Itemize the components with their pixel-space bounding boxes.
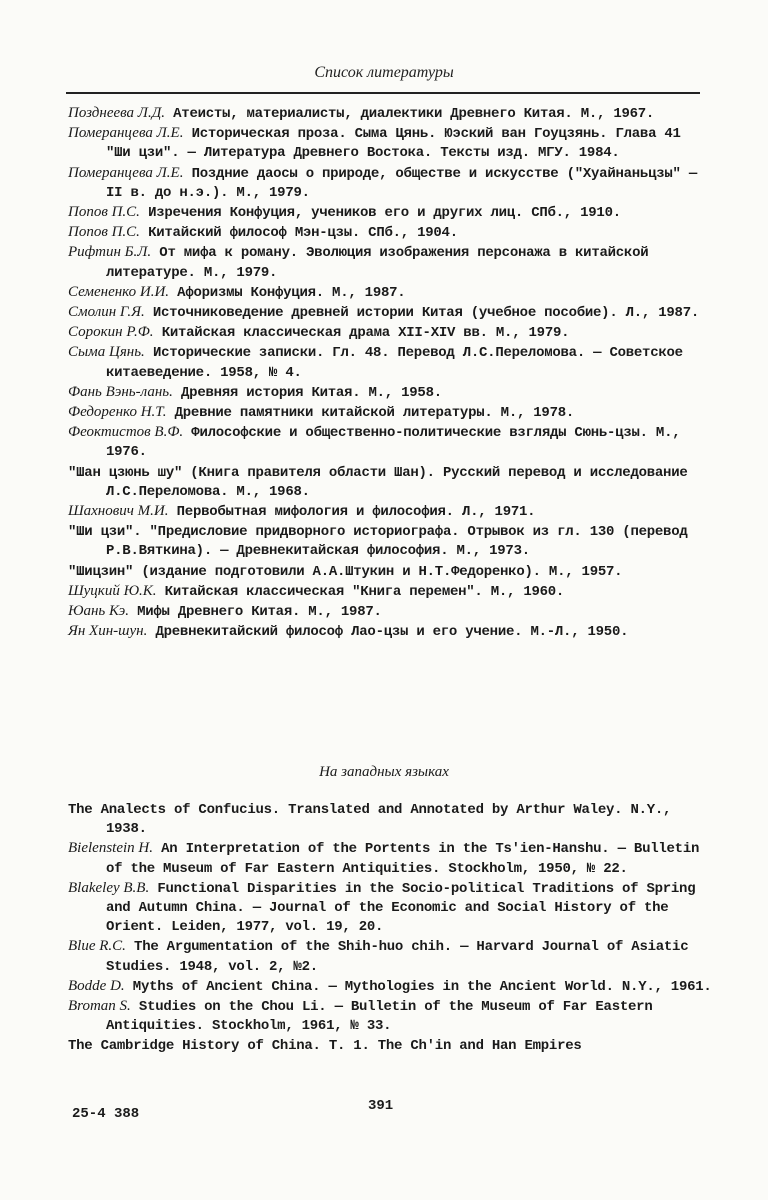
printer-signature: 25-4 388 bbox=[72, 1106, 140, 1122]
reference-entry bbox=[68, 879, 713, 938]
page-number: 391 bbox=[368, 1098, 394, 1114]
reference-entry bbox=[68, 164, 713, 203]
reference-entry bbox=[68, 839, 713, 878]
reference-entry bbox=[68, 937, 713, 976]
reference-entry bbox=[68, 800, 713, 839]
reference-text: Мифы Древнего Китая. М., 1987. bbox=[128, 604, 382, 621]
reference-text: Первобытная мифология и философия. Л., 1971. bbox=[168, 504, 536, 521]
reference-entry bbox=[68, 243, 713, 282]
reference-text: Поздние даосы о природе, обществе и искусстве ("Хуайнаньцзы" — II в. до н.э.). М., 1979. bbox=[106, 165, 697, 201]
reference-author: Bodde D. bbox=[68, 977, 125, 994]
reference-entry bbox=[68, 997, 713, 1036]
reference-text: "Ши цзи". "Предисловие придворного историографа. Отрывок из гл. 130 (перевод Р.В.Вяткина). — Древнекитайская философия. М., 1973. bbox=[68, 524, 688, 560]
reference-text: Древняя история Китая. М., 1958. bbox=[172, 384, 442, 401]
reference-text: Китайский философ Мэн-цзы. СПб., 1904. bbox=[139, 225, 458, 242]
reference-author: Рифтин Б.Л. bbox=[68, 244, 152, 261]
reference-entry bbox=[68, 403, 713, 423]
reference-entry bbox=[68, 423, 713, 462]
reference-author: Ян Хин-шун. bbox=[68, 623, 148, 640]
header-rule bbox=[66, 92, 700, 94]
reference-author: Шуцкий Ю.К. bbox=[68, 582, 157, 599]
reference-author: Семененко И.И. bbox=[68, 283, 170, 300]
reference-text: An Interpretation of the Portents in the Ts'ien-Hanshu. — Bulletin of the Museum of Far Eastern Antiquities. Stockholm, 1950, № 22. bbox=[106, 841, 700, 877]
reference-entry bbox=[68, 602, 713, 622]
reference-author: Попов П.С. bbox=[68, 204, 140, 221]
reference-author: Broman S. bbox=[68, 998, 131, 1015]
reference-text: Древнекитайский философ Лао-цзы и его учение. М.-Л., 1950. bbox=[147, 624, 629, 641]
reference-entry bbox=[68, 383, 713, 403]
reference-entry bbox=[68, 323, 713, 343]
reference-text: The Argumentation of the Shih-huo chih. — Harvard Journal of Asiatic Studies. 1948, vol. 2, №2. bbox=[106, 939, 689, 975]
reference-entry bbox=[68, 124, 713, 163]
reference-text: Афоризмы Конфуция. М., 1987. bbox=[169, 284, 406, 301]
reference-text: "Шицзин" (издание подготовили А.А.Штукин и Н.Т.Федоренко). М., 1957. bbox=[68, 563, 623, 580]
section-title-western: На западных языках bbox=[319, 764, 449, 780]
reference-author: Федоренко Н.Т. bbox=[68, 404, 167, 421]
reference-entry bbox=[68, 522, 713, 561]
reference-author: Позднеева Л.Д. bbox=[68, 105, 165, 121]
reference-entry bbox=[68, 283, 713, 303]
reference-text: Древние памятники китайской литературы. М., 1978. bbox=[166, 405, 575, 422]
reference-text: От мифа к роману. Эволюция изображения персонажа в китайской литературе. М., 1979. bbox=[106, 245, 649, 281]
reference-text: Историческая проза. Сыма Цянь. Юэский ван Гоуцзянь. Глава 41 "Ши цзи". — Литература Древнего Востока. Тексты изд. МГУ. 1984. bbox=[106, 126, 681, 162]
reference-text: Атеисты, материалисты, диалектики Древнего Китая. М., 1967. bbox=[165, 106, 655, 122]
reference-author: Фань Вэнь-лань. bbox=[68, 383, 173, 400]
reference-entry bbox=[68, 203, 713, 223]
reference-author: Сорокин Р.Ф. bbox=[68, 324, 154, 341]
reference-author: Юань Кэ. bbox=[68, 603, 129, 620]
reference-author: Померанцева Л.Е. bbox=[68, 164, 184, 181]
reference-text: Studies on the Chou Li. — Bulletin of the Museum of Far Eastern Antiquities. Stockholm, 1961, № 33. bbox=[106, 999, 653, 1035]
reference-entry bbox=[68, 1036, 713, 1056]
reference-text: "Шан цзюнь шу" (Книга правителя области Шан). Русский перевод и исследование Л.С.Переломова. М., 1968. bbox=[68, 464, 688, 500]
reference-author: Феоктистов В.Ф. bbox=[68, 424, 184, 441]
reference-text: Философские и общественно-политические взгляды Сюнь-цзы. М., 1976. bbox=[106, 425, 681, 461]
reference-text: The Cambridge History of China. T. 1. The Ch'in and Han Empires bbox=[68, 1038, 582, 1055]
reference-entry bbox=[68, 622, 713, 642]
reference-text: Myths of Ancient China. — Mythologies in the Ancient World. N.Y., 1961. bbox=[124, 978, 712, 995]
reference-author: Blakeley B.B. bbox=[68, 879, 150, 896]
reference-author: Померанцева Л.Е. bbox=[68, 125, 184, 142]
reference-text: Источниковедение древней истории Китая (учебное пособие). Л., 1987. bbox=[144, 305, 699, 322]
reference-author: Смолин Г.Я. bbox=[68, 304, 145, 321]
western-reference-list bbox=[68, 800, 713, 1057]
reference-text: Functional Disparities in the Socio-political Traditions of Spring and Autumn China. — Journal of the Economic and Social History of the Orient. Leiden, 1977, vol. 19, 20. bbox=[106, 880, 696, 936]
reference-entry bbox=[68, 977, 713, 997]
reference-entry bbox=[68, 104, 713, 124]
reference-entry bbox=[68, 562, 713, 582]
reference-text: Изречения Конфуция, учеников его и других лиц. СПб., 1910. bbox=[139, 205, 621, 222]
reference-entry bbox=[68, 463, 713, 502]
reference-entry bbox=[68, 502, 713, 522]
reference-author: Bielenstein H. bbox=[68, 840, 153, 857]
reference-text: The Analects of Confucius. Translated and Annotated by Arthur Waley. N.Y., 1938. bbox=[68, 802, 672, 838]
reference-entry bbox=[68, 582, 713, 602]
reference-text: Исторические записки. Гл. 48. Перевод Л.С.Переломова. — Советское китаеведение. 1958, № 4. bbox=[106, 345, 683, 381]
reference-author: Blue R.C. bbox=[68, 938, 126, 955]
running-header: Список литературы bbox=[314, 64, 454, 81]
reference-author: Шахнович М.И. bbox=[68, 503, 169, 520]
reference-entry bbox=[68, 343, 713, 382]
reference-text: Китайская классическая "Книга перемен". М., 1960. bbox=[156, 583, 565, 600]
reference-entry bbox=[68, 303, 713, 323]
reference-author: Сыма Цянь. bbox=[68, 344, 145, 361]
reference-text: Китайская классическая драма XII-XIV вв. М., 1979. bbox=[153, 325, 570, 342]
russian-reference-list bbox=[68, 104, 713, 642]
reference-entry bbox=[68, 223, 713, 243]
reference-author: Попов П.С. bbox=[68, 224, 140, 241]
